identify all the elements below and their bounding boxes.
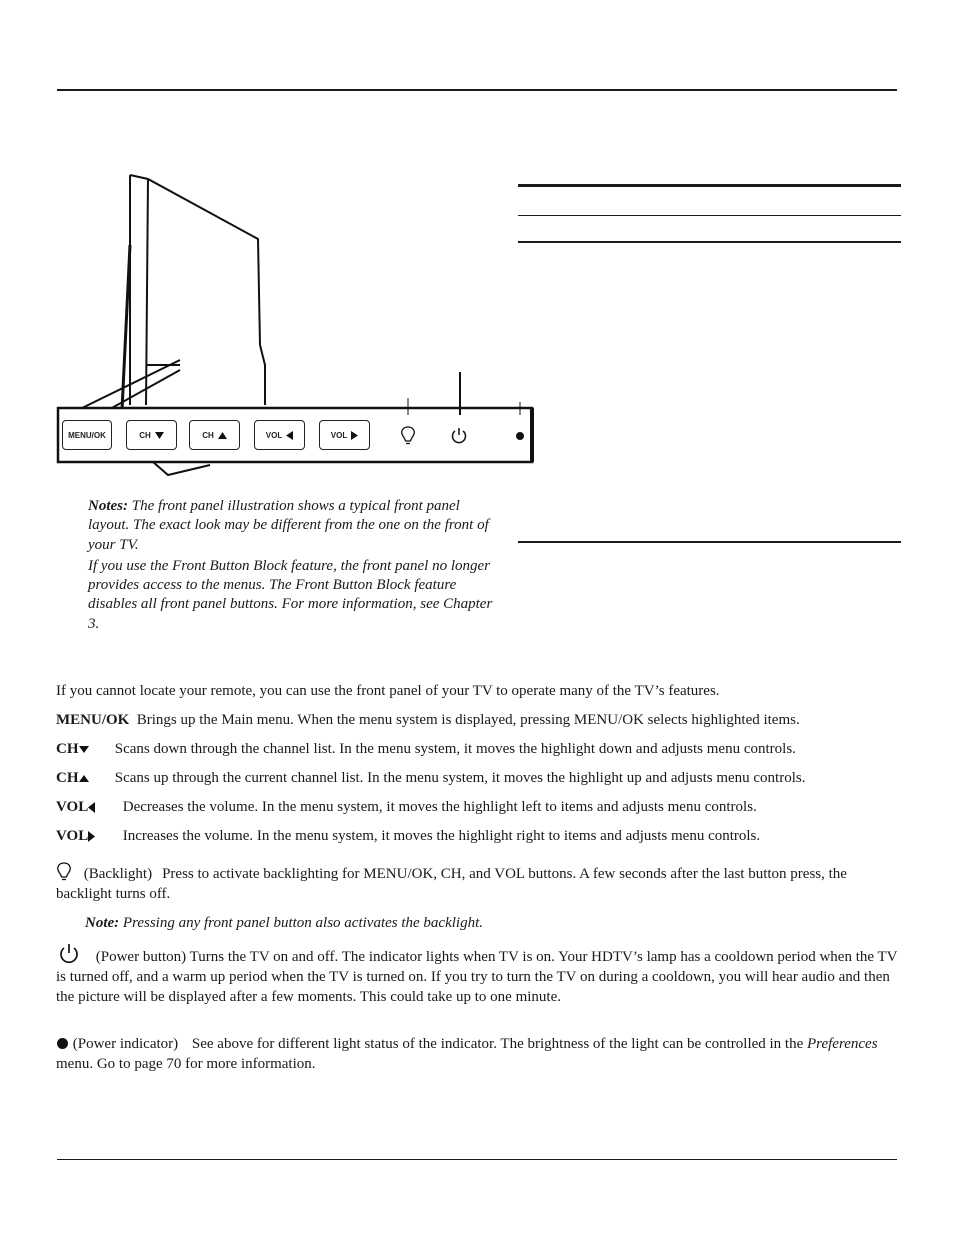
vol-right-button[interactable] bbox=[319, 420, 370, 450]
backlight-icon[interactable] bbox=[400, 425, 416, 447]
tv-front-panel-illustration bbox=[50, 165, 550, 485]
triangle-right-icon bbox=[88, 831, 95, 842]
ch-down-button[interactable] bbox=[126, 420, 177, 450]
backlight-label: (Backlight) bbox=[83, 866, 153, 882]
ch-down-key-text: CH bbox=[56, 741, 79, 757]
key-label-vol-right bbox=[56, 826, 119, 846]
key-desc-vol-right: Increases the volume. In the menu system, it moves the highlight right to items and adjusts menu controls. bbox=[122, 828, 761, 844]
key-label-menu-ok: MENU/OK bbox=[56, 712, 130, 728]
triangle-down-icon bbox=[79, 746, 89, 753]
power-label: (Power button) bbox=[95, 949, 187, 965]
backlight-text: Press to activate backlighting for MENU/OK, CH, and VOL buttons. A few seconds after the last button press, the backlight turns off. bbox=[56, 866, 847, 902]
vol-left-button[interactable] bbox=[254, 420, 305, 450]
bottom-rule bbox=[57, 1159, 897, 1160]
note-label: Note: bbox=[85, 915, 120, 931]
menu-ok-button[interactable] bbox=[62, 420, 112, 450]
notes-paragraph-2: If you use the Front Button Block feature, the front panel no longer provides access to the menus. The Front Button Block feature disables all front panel buttons. For more information, see Chapter 3. bbox=[88, 557, 493, 632]
notes-paragraph-1 bbox=[88, 497, 498, 555]
note-text: Pressing any front panel button also activates the backlight. bbox=[122, 915, 483, 931]
vol-left-key-text: VOL bbox=[56, 799, 89, 815]
vol-right-label: VOL bbox=[330, 430, 348, 440]
key-desc-vol-left: Decreases the volume. In the menu system, it moves the highlight left to items and adjusts menu controls. bbox=[122, 799, 757, 815]
vol-left-label: VOL bbox=[265, 430, 283, 440]
power-indicator-dot bbox=[515, 431, 525, 441]
menu-ok-button-label: MENU/OK bbox=[68, 430, 106, 440]
intro-paragraph bbox=[56, 681, 906, 701]
key-row-vol-left bbox=[56, 797, 916, 817]
key-row-vol-right bbox=[56, 826, 916, 846]
notes-label: Notes: bbox=[88, 498, 128, 514]
key-row-ch-down bbox=[56, 739, 916, 759]
key-desc-menu-ok: Brings up the Main menu. When the menu system is displayed, pressing MENU/OK selects highlighted items. bbox=[136, 712, 800, 728]
table-bottom-rule bbox=[518, 541, 901, 543]
power-icon bbox=[56, 943, 82, 965]
indicator-text-after: menu. Go to page 70 for more information. bbox=[56, 1056, 316, 1072]
key-label-ch-up bbox=[56, 768, 111, 788]
table-header-bottom-rule bbox=[518, 241, 901, 243]
indicator-text-before: See above for different light status of the indicator. The brightness of the light can be controlled in the bbox=[191, 1036, 804, 1052]
vol-right-key-text: VOL bbox=[56, 828, 89, 844]
indicator-paragraph bbox=[56, 1034, 906, 1074]
key-desc-ch-up: Scans up through the current channel list. In the menu system, it moves the highlight up and adjusts menu controls. bbox=[114, 770, 806, 786]
ch-down-label: CH bbox=[139, 430, 151, 440]
triangle-down-icon bbox=[155, 432, 164, 439]
backlight-icon bbox=[56, 861, 72, 883]
table-top-rule bbox=[518, 184, 901, 187]
power-indicator-dot bbox=[56, 1037, 69, 1050]
ch-up-key-text: CH bbox=[56, 770, 79, 786]
triangle-right-icon bbox=[351, 431, 358, 440]
intro-text: If you cannot locate your remote, you can use the front panel of your TV to operate many of the TV’s features. bbox=[56, 683, 720, 699]
key-label-ch-down bbox=[56, 739, 111, 759]
key-desc-ch-down: Scans down through the channel list. In the menu system, it moves the highlight down and adjusts menu controls. bbox=[114, 741, 796, 757]
indicator-menu-name: Preferences bbox=[807, 1036, 878, 1052]
notes-block bbox=[88, 497, 498, 636]
key-row-menu-ok bbox=[56, 710, 916, 730]
triangle-left-icon bbox=[88, 802, 95, 813]
ch-up-button[interactable] bbox=[189, 420, 240, 450]
power-text: Turns the TV on and off. The indicator lights when TV is on. Your HDTV’s lamp has a cooldown period when the TV is turned off, and a warm up period when the TV is turned on. If you try to turn the TV on during a cooldown, you will hear audio and then the picture will be displayed after a few moments. This could take up to one minute. bbox=[56, 949, 898, 1005]
backlight-paragraph bbox=[56, 861, 906, 904]
power-icon[interactable] bbox=[450, 427, 468, 445]
indicator-label: (Power indicator) bbox=[72, 1036, 179, 1052]
notes-text-1: The front panel illustration shows a typical front panel layout. The exact look may be different from the one on the front of your TV. bbox=[88, 498, 489, 553]
triangle-up-icon bbox=[79, 775, 89, 782]
ch-up-label: CH bbox=[202, 430, 214, 440]
triangle-left-icon bbox=[286, 431, 293, 440]
key-label-vol-left bbox=[56, 797, 119, 817]
power-paragraph bbox=[56, 943, 906, 1007]
table-header-rule bbox=[518, 215, 901, 216]
key-row-ch-up bbox=[56, 768, 916, 788]
triangle-up-icon bbox=[218, 432, 227, 439]
backlight-note bbox=[85, 913, 935, 933]
top-rule bbox=[57, 89, 897, 91]
